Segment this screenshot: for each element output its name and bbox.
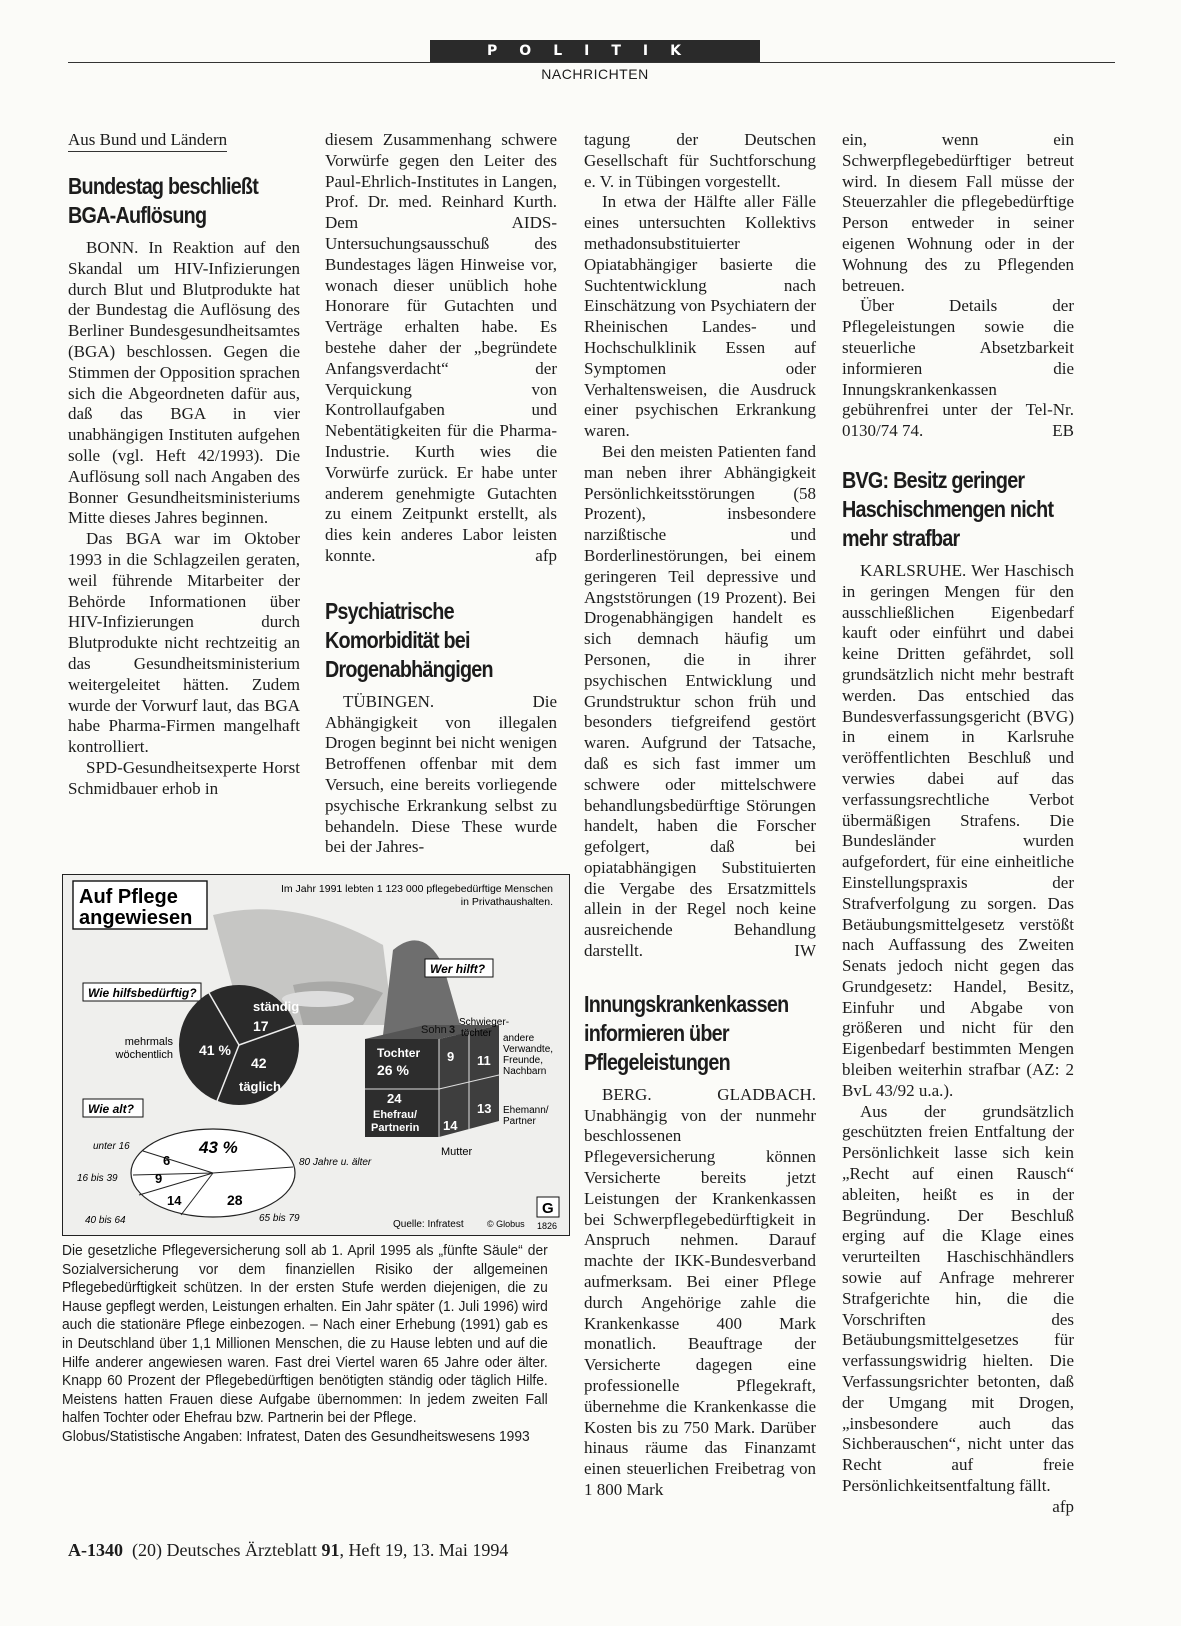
infographic-svg — [63, 875, 569, 1235]
helper-ehefrau-value: 24 — [387, 1091, 402, 1106]
helper-tochter-value: 26 % — [377, 1062, 409, 1078]
headline-bga: Bundestag beschließt BGA-Auflösung — [68, 173, 259, 228]
headline-komorbiditaet: Psychiatrische Komorbidität bei Drogenabhängigen — [325, 597, 493, 682]
helper-schwieger-1: Schwieger- — [459, 1017, 510, 1028]
globus-logo-number: 1826 — [537, 1221, 558, 1231]
paragraph: ein, wenn ein Schwerpflegebedürftiger betreut wird. In diesem Fall müsse der Steuerzahler die pflegebedürftige Person entweder in seiner eigenen Wohnung oder in der Wohnung des zu Pflegenden betreuen. — [842, 130, 1074, 295]
helper-ehefrau-2: Partnerin — [371, 1122, 420, 1134]
rubric: Aus Bund und Ländern — [68, 130, 227, 152]
helper-mutter: Mutter — [441, 1146, 473, 1158]
slice-label-staendig: ständig — [253, 999, 300, 1014]
age-value-under16: 6 — [163, 1153, 171, 1168]
slice-value-taeglich: 42 — [251, 1055, 267, 1071]
paragraph: diesem Zusammenhang schwere Vorwürfe gegen den Leiter des Paul-Ehrlich-Institutes in Langen, Prof. Dr. med. Reinhard Kurth. Dem AIDS-Untersuchungsausschuß des Bundestages lägen Hinweise vor, wonach dieser unüblich hohe Honorare für Gutachten und Verträge erhalten habe. Es bestehe daher der „begründete Anfangsverdacht“ der Verquickung von Kontrollaufgaben und Nebentätigkeiten für die Pharma-Industrie. Kurth wies die Vorwürfe zurück. Er habe unter anderem genehmigte Gutachten zu einem Zeitpunkt erstellt, als dies kein anderes Labor leisten konnte. afp — [325, 130, 557, 565]
headline-bvg: BVG: Besitz geringer Haschischmengen nicht mehr strafbar — [842, 466, 1054, 551]
helper-sohn-value: 3 — [449, 1024, 456, 1036]
helper-tochter: Tochter — [377, 1046, 421, 1060]
globus-logo-letter: G — [542, 1200, 554, 1217]
age-value-16-39: 9 — [155, 1171, 163, 1186]
question-need: Wie hilfsbedürftig? — [88, 986, 197, 1000]
helper-ehemann-2: Partner — [503, 1116, 536, 1127]
age-value-40-64: 14 — [167, 1193, 182, 1208]
page-number: A-1340 — [68, 1540, 123, 1560]
paragraph: KARLSRUHE. Wer Haschisch in geringen Mengen für den ausschließlichen Eigenbedarf kauft oder einführt und dabei keine Dritten gefährdet, soll grundsätzlich nicht mehr bestraft werden. Das entschied das Bundesverfassungsgericht (BVG) in einem in Karlsruhe veröffentlichten Beschluß und verwies dabei auf das verfassungsrechtliche Verbot übermäßigen Strafens. Die Bundesländer wurden aufgefordert, für eine einheitliche Einstellungspraxis der Strafverfolgung zu sorgen. Das Betäubungsmittelgesetz verstößt nach Auffassung des Zweiten Senats jedoch nicht gegen das Grundgesetz: Handel, Besitz, Einfuhr und Abgabe von größeren und nicht für den Eigenbedarf bestimmten Mengen bleiben weiterhin strafbar (AZ: 2 BvL 43/92 u.a.). — [842, 560, 1074, 1100]
slice-label-mehrmals-2: wöchentlich — [115, 1049, 173, 1061]
paragraph: TÜBINGEN. Die Abhängigkeit von illegalen Drogen beginnt bei nicht wenigen Betroffenen offenbar mit dem Versuch, eine bereits vorliegende psychische Erkrankung selbst zu behandeln. Diese These wurde bei der Jahres- — [325, 691, 557, 857]
column-3 — [584, 130, 816, 1501]
subsection-header: NACHRICHTEN — [541, 66, 649, 82]
helper-schwieger-2: töchter — [461, 1028, 492, 1039]
paragraph: SPD-Gesundheitsexperte Horst Schmidbauer erhob in — [68, 757, 300, 798]
paragraph: tagung der Deutschen Gesellschaft für Suchtforschung e. V. in Tübingen vorgestellt. — [584, 130, 816, 191]
paragraph: Über Details der Pflegeleistungen sowie die steuerliche Absetzbarkeit informieren die Innungskrankenkassen gebührenfrei unter der Tel-Nr. 0130/74 74. EB — [842, 296, 1074, 441]
graphic-title-line1: Auf Pflege — [79, 886, 178, 908]
question-age: Wie alt? — [88, 1102, 134, 1116]
caption-text: Die gesetzliche Pflegeversicherung soll ab 1. April 1995 als „fünfte Säule“ der Sozialversicherung vor dem finanziellen Risiko der allgemeinen Pflegebedürftigkeit schützen. In der ersten Stufe werden diejenigen, die zu Hause gepflegt werden, Leistungen erhalten. Ein Jahr später (1. Juli 1996) wird auch die stationäre Pflege einbezogen. – Nach einer Erhebung (1991) gab es in Deutschland über 1,1 Millionen Menschen, die zu Hause lebten und auf die Hilfe anderer angewiesen waren. Fast drei Viertel waren 65 Jahre oder älter. Knapp 60 Prozent der Pflegebedürftigen benötigten ständig oder täglich Hilfe. Meistens hatten Frauen diese Aufgabe übernommen: In jedem zweiten Fall halfen Tochter oder Ehefrau bzw. Partnerin bei der Pflege. — [62, 1243, 548, 1427]
section-header: POLITIK — [430, 40, 760, 62]
helper-mutter-value: 14 — [443, 1118, 458, 1133]
helper-sohn: Sohn — [421, 1024, 447, 1036]
caption-source: Globus/Statistische Angaben: Infratest, Daten des Gesundheitswesens 1993 — [62, 1428, 530, 1445]
graphic-credit: © Globus — [487, 1219, 525, 1229]
paragraph: In etwa der Hälfte aller Fälle eines untersuchten Kollektivs methadonsubstituierter Opiatabhängiger basierte die Suchtentwicklung nach Einschätzung von Psychiatern der Rheinischen Landes- und Hochschulklinik Essen auf Symptomen oder Verhaltensweisen, die Ausdruck einer psychischen Erkrankung waren. — [584, 192, 816, 441]
column-1 — [68, 130, 300, 800]
helper-andere-3: Freunde, — [503, 1055, 544, 1066]
slice-label-taeglich: täglich — [239, 1079, 281, 1094]
author-signature: EB — [1052, 421, 1074, 441]
graphic-caption — [62, 1242, 548, 1447]
slice-value-mehrmals: 41 % — [199, 1042, 231, 1058]
author-signature: IW — [794, 941, 816, 961]
helper-ehemann-1: Ehemann/ — [503, 1105, 549, 1116]
slice-value-staendig: 17 — [253, 1018, 269, 1034]
helper-andere-2: Verwandte, — [503, 1044, 554, 1055]
age-label-over80: 80 Jahre u. älter — [299, 1157, 372, 1168]
paragraph: BONN. In Reaktion auf den Skandal um HIV-Infizierungen durch Blut und Blutprodukte hat der Bundestag die Auflösung des Berliner Bundesgesundheitsamtes (BGA) beschlossen. Gegen die Stimmen der Opposition sprachen sich die Abgeordneten dafür aus, daß das BGA in vier unabhängigen Instituten aufgehen solle (vgl. Heft 42/1993). Die Auflösung soll nach Angaben des Bonner Gesundheitsministeriums Mitte dieses Jahres beginnen. — [68, 238, 300, 528]
paragraph: Bei den meisten Patienten fand man neben ihrer Abhängigkeit Persönlichkeitsstörungen (58 Prozent), insbesondere narzißtische und Borderlinestörungen, bei einem geringeren Teil depressive und Angststörungen (19 Prozent). Bei Drogenabhängigen handelt es sich demnach häufig um Personen, die in ihrer psychischen Entwicklung und Grundstruktur schon früh und besonders tiefgreifend gestört waren. Aufgrund der Tatsache, daß es sich fast immer um schwere oder mittelschwere behandlungsbedürftige Störungen handelt, haben die Forscher gefolgert, daß bei opiatabhängigen Substituierten die Vergabe des Ersatzmittels allein in der Regel noch keine ausreichende Behandlung darstellt. IW — [584, 441, 816, 961]
age-label-40-64: 40 bis 64 — [85, 1215, 126, 1226]
author-signature: afp — [1052, 1496, 1074, 1516]
column-2 — [325, 130, 557, 858]
slice-label-mehrmals-1: mehrmals — [124, 1036, 173, 1048]
paragraph: Das BGA war im Oktober 1993 in die Schlagzeilen geraten, weil führende Mitarbeiter der Behörde Informationen über HIV-Infizierungen durch Blutprodukte nicht rechtzeitig an das Gesundheitsministerium weitergeleitet hätten. Zudem wurde der Vorwurf laut, das BGA habe Pharma-Firmen mangelhaft kontrolliert. — [68, 529, 300, 757]
page-footer — [68, 1540, 508, 1561]
column-4 — [842, 130, 1074, 1518]
journal-volume: 91 — [321, 1540, 340, 1560]
issue-info: , Heft 19, 13. Mai 1994 — [339, 1540, 509, 1560]
paragraph: BERG. GLADBACH. Unabhängig von der nunmehr beschlossenen Pflegeversicherung können Versicherte bereits jetzt Leistungen der Krankenkassen bei Schwerpflegebedürftigkeit in Anspruch nehmen. Darauf machte der IKK-Bundesverband aufmerksam. Bei einer Pflege durch Angehörige zahle die Krankenkasse 400 Mark monatlich. Beauftrage der Versicherte dagegen eine professionelle Pflegekraft, übernehme die Krankenkasse die Kosten bis zu 750 Mark. Darüber hinaus räume das Finanzamt einen steuerlichen Freibetrag von 1 800 Mark — [584, 1084, 816, 1500]
age-label-65-79: 65 bis 79 — [259, 1213, 300, 1224]
journal-name: (20) Deutsches Ärzteblatt — [132, 1540, 317, 1560]
age-value-65-79: 28 — [227, 1192, 243, 1208]
infographic-pflege — [62, 874, 570, 1236]
age-value-over80: 43 % — [199, 1138, 238, 1157]
helpers-cube-chart — [365, 1017, 553, 1158]
helper-ehemann-value: 13 — [477, 1101, 492, 1116]
header-rule — [68, 62, 1115, 63]
graphic-source: Quelle: Infratest — [393, 1219, 464, 1230]
helper-andere-value: 11 — [477, 1053, 491, 1068]
question-helpers: Wer hilft? — [430, 962, 486, 976]
paragraph: Aus der grundsätzlich geschützten freien Entfaltung der Persönlichkeit lasse sich kein „Recht auf einen Rausch“ ableiten, heißt es in der Begründung. Der Beschluß erging auf die Klage eines verurteilten Haschischhändlers sowie auf Anfrage mehrerer Strafgerichte hin, die die Vorschriften des Betäubungsmittelgesetzes für verfassungswidrig hielten. Die Verfassungsrichter betonten, daß der Umgang mit Drogen, „insbesondere auch das Sichberauschen“, nicht unter das Recht auf freie Persönlichkeitsentfaltung fällt. afp — [842, 1101, 1074, 1516]
helper-andere-4: Nachbarn — [503, 1066, 547, 1077]
age-label-16-39: 16 bis 39 — [77, 1173, 118, 1184]
author-signature: afp — [535, 545, 557, 565]
headline-ikk: Innungskrankenkassen informieren über Pflegeleistungen — [584, 990, 789, 1075]
helper-andere-1: andere — [503, 1033, 535, 1044]
age-pie-chart — [77, 1129, 372, 1226]
need-pie-chart — [115, 985, 300, 1105]
graphic-note-line2: in Privathaushalten. — [460, 896, 553, 908]
helper-ehefrau-1: Ehefrau/ — [373, 1109, 418, 1121]
graphic-note-line1: Im Jahr 1991 lebten 1 123 000 pflegebedürftige Menschen — [280, 883, 553, 895]
graphic-title-line2: angewiesen — [79, 907, 193, 929]
helper-schwieger-value: 9 — [447, 1049, 455, 1064]
age-label-under16: unter 16 — [93, 1141, 130, 1152]
